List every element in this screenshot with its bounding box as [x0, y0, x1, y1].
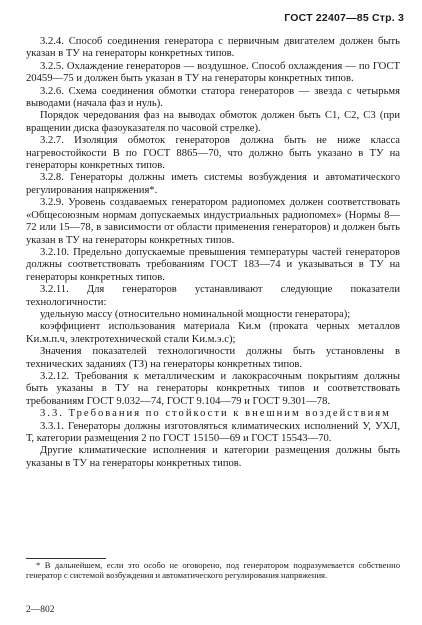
footnote-rule	[26, 558, 106, 559]
paragraph-3-2-4: 3.2.4. Способ соединения генератора с первичным двигателем должен быть указан в ТУ на генераторы конкретных типов.	[26, 36, 400, 60]
footnote: * В дальнейшем, если это особо не оговорено, под генератором подразумевается собственно генератор с системой возбуждения и автоматического регулирования напряжения.	[26, 560, 400, 580]
paragraph-3-2-5: 3.2.5. Охлаждение генераторов — воздушное. Способ охлаждения — по ГОСТ 20459—75 и должен быть указан в ТУ на генераторы конкретных типов.	[26, 60, 400, 85]
paragraph-technology-values: Значения показателей технологичности должны быть установлены в технических заданиях (ТЗ) на генераторы конкретных типов.	[26, 346, 400, 370]
paragraph-material-coefficient: коэффициент использования материала Kи.м (проката черных металлов Kи.м.п.ч, электротехнической стали Kи.м.э.с);	[26, 321, 400, 345]
paragraph-3-2-7: 3.2.7. Изоляция обмоток генераторов должна быть не ниже класса нагревостойкости В по ГОСТ 8865—70, что должно быть указано в ТУ на генераторы конкретных типов.	[26, 135, 400, 172]
paragraph-other-climate: Другие климатические исполнения и категории размещения должны быть указаны в ТУ на генераторы конкретных типов.	[26, 445, 400, 469]
paragraph-3-3-1: 3.3.1. Генераторы должны изготовляться климатических исполнений У, УХЛ, Т, категории размещения 2 по ГОСТ 15150—69 и ГОСТ 15543—70.	[26, 420, 400, 444]
document-body	[26, 36, 400, 470]
paragraph-phase-order: Порядок чередования фаз на выводах обмоток должен быть С1, С2, С3 (при вращении диска фазоуказателя по часовой стрелке).	[26, 110, 400, 134]
paragraph-3-2-8: 3.2.8. Генераторы должны иметь системы возбуждения и автоматического регулирования напряжения*.	[26, 172, 400, 196]
page-code: 2—802	[26, 605, 55, 615]
paragraph-3-2-12: 3.2.12. Требования к металлическим и лакокрасочным покрытиям должны быть указаны в ТУ на генераторы конкретных типов и соответствовать требованиям ГОСТ 9.032—74, ГОСТ 9.104—79 и ГОСТ 9.301—78.	[26, 370, 400, 407]
paragraph-3-2-6: 3.2.6. Схема соединения обмотки статора генераторов — звезда с четырьмя выводами (начала фаз и нуль).	[26, 85, 400, 110]
paragraph-3-2-9: 3.2.9. Уровень создаваемых генератором радиопомех должен соответствовать «Общесоюзным нормам допускаемых индустриальных радиопомех» (Нормы 8—72 или 15—78, в зависимости от области применения генераторов) и должен быть указан в ТУ на генераторы конкретных типов.	[26, 197, 400, 246]
paragraph-specific-mass: удельную массу (относительно номинальной мощности генератора);	[40, 308, 351, 320]
section-heading-3-3: 3.3. Требования по стойкости к внешним воздействиям	[40, 408, 391, 420]
paragraph-3-2-10: 3.2.10. Предельно допускаемые превышения температуры частей генераторов должны соответствовать требованиям ГОСТ 183—74 и указываться в ТУ на генераторы конкретных типов.	[26, 246, 400, 283]
running-header: ГОСТ 22407—85 Стр. 3	[284, 12, 404, 24]
paragraph-3-2-11: 3.2.11. Для генераторов устанавливают следующие показатели технологичности:	[26, 284, 400, 308]
